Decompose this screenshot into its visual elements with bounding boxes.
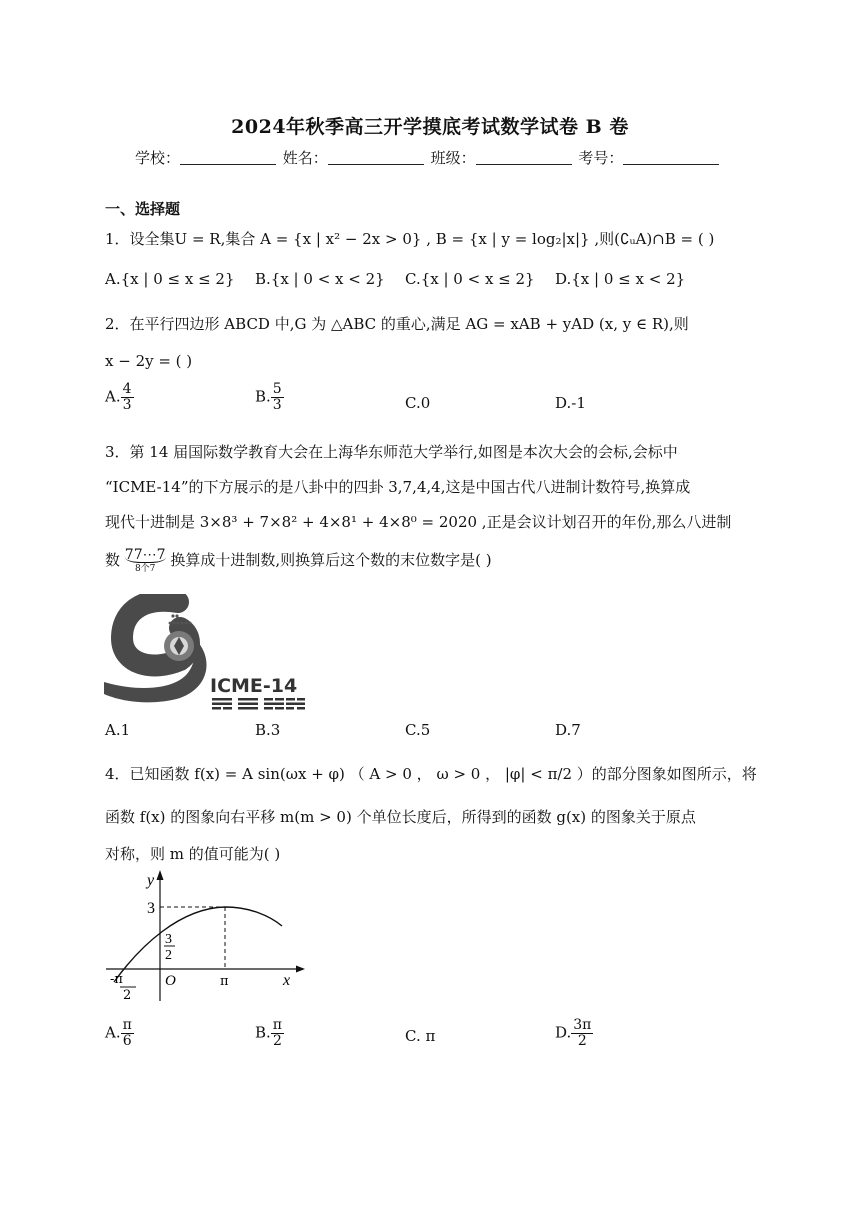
q1-option-d[interactable]: D.{x | 0 ≤ x < 2} [555,270,686,288]
q4-option-a[interactable] [105,1018,134,1049]
class-label: 班级： [430,149,476,167]
page-title: 2024年秋季高三开学摸底考试数学试卷 B 卷 [231,116,629,138]
x-axis-arrow [296,966,305,973]
neg-half-pi-numerator: -π [110,972,123,987]
frac-denominator: 6 [122,1033,132,1049]
q3-option-b[interactable]: B.3 [255,721,281,739]
y-axis-arrow [157,870,164,880]
q4-option-d-prefix: D. [555,1023,572,1042]
origin-label: O [165,973,176,989]
frac-denominator: 2 [577,1033,587,1049]
q3-line4-prefix: 数 [105,551,121,569]
q3-line1: 3．第 14 届国际数学教育大会在上海华东师范大学举行,如图是本次大会的会标,会标中 [105,443,678,461]
frac-numerator: 5 [272,381,282,397]
class-blank[interactable] [476,150,572,165]
q2-option-a-fraction [121,382,134,413]
student-info-row [135,147,721,168]
q4-option-b[interactable] [255,1018,284,1049]
frac-denominator: 2 [272,1033,282,1049]
q2-option-b-fraction [271,382,284,413]
q3-option-d[interactable]: D.7 [555,721,581,739]
logo-text: ICME-14 [210,675,298,697]
q4-option-c[interactable]: C. π [405,1027,436,1045]
octal-number [125,549,166,576]
y-axis-label: y [147,872,155,889]
q4-option-b-prefix: B. [255,1023,271,1042]
id-label: 考号： [578,149,624,167]
q3-line2: “ICME-14”的下方展示的是八卦中的四卦 3,7,4,4,这是中国古代八进制计数符号,换算成 [105,478,691,496]
q1-option-b[interactable]: B.{x | 0 < x < 2} [255,270,385,288]
icme-14-logo [100,594,305,714]
y-intercept-numerator: 3 [165,932,172,947]
frac-numerator: π [272,1017,282,1033]
q2-option-a-prefix: A. [105,387,121,406]
max-value-label: 3 [147,900,155,917]
q1-stem: 1．设全集U = R,集合 A = {x | x² − 2x > 0} , B = {x | y = log₂|x|} ,则(∁ᵤA)∩B = ( ) [105,230,715,248]
q2-stem-line2: x − 2y = ( ) [105,352,193,370]
q4-option-d[interactable] [555,1018,593,1049]
section-heading: 一、选择题 [105,200,181,218]
q2-stem-line1: 2．在平行四边形 ABCD 中,G 为 △ABC 的重心,满足 AG = xAB + yAD (x, y ∈ R),则 [105,315,689,333]
q4-option-a-fraction [121,1018,134,1049]
q2-option-b[interactable] [255,382,284,413]
q4-option-d-fraction [571,1018,593,1049]
q3-line3: 现代十进制是 3×8³ + 7×8² + 4×8¹ + 4×8⁰ = 2020 ,正是会议计划召开的年份,那么八进制 [105,513,732,531]
frac-numerator: π [122,1017,132,1033]
q2-option-d[interactable]: D.-1 [555,394,586,412]
q4-line1: 4．已知函数 f(x) = A sin(ωx + φ) （ A > 0 ， ω > 0 ， |φ| < π/2 ）的部分图象如图所示，将 [105,765,757,783]
name-label: 姓名： [282,149,328,167]
q4-line3: 对称，则 m 的值可能为( ) [105,845,281,863]
q3-option-a[interactable]: A.1 [105,721,131,739]
pi-tick-label: π [220,974,229,989]
q2-option-b-prefix: B. [255,387,271,406]
x-axis-label: x [283,972,291,989]
function-graph [100,866,310,1006]
q1-option-a[interactable]: A.{x | 0 ≤ x ≤ 2} [105,270,235,288]
q2-option-c[interactable]: C.0 [405,394,431,412]
sine-curve [114,907,282,982]
school-label: 学校： [135,149,181,167]
q2-option-a[interactable] [105,382,134,413]
frac-denominator: 3 [122,397,132,413]
octal-digits: 77⋯7 [124,547,166,563]
neg-half-pi-denominator: 2 [123,988,132,1003]
school-blank[interactable] [180,150,276,165]
q1-option-c[interactable]: C.{x | 0 < x ≤ 2} [405,270,535,288]
frac-denominator: 3 [272,397,282,413]
frac-numerator: 3π [573,1017,592,1033]
octal-underbrace-label: 8个7 [134,564,156,574]
q4-option-a-prefix: A. [105,1023,121,1042]
frac-numerator: 4 [122,381,132,397]
logo-trigrams [212,698,305,710]
q3-option-c[interactable]: C.5 [405,721,431,739]
q4-option-b-fraction [271,1018,284,1049]
id-blank[interactable] [623,150,719,165]
q4-line2: 函数 f(x) 的图象向右平移 m(m > 0) 个单位长度后，所得到的函数 g(x) 的图象关于原点 [105,808,696,826]
name-blank[interactable] [328,150,424,165]
q3-line4 [105,549,492,576]
q3-line4-suffix: 换算成十进制数,则换算后这个数的末位数字是( ) [170,551,492,569]
y-intercept-denominator: 2 [165,948,172,963]
